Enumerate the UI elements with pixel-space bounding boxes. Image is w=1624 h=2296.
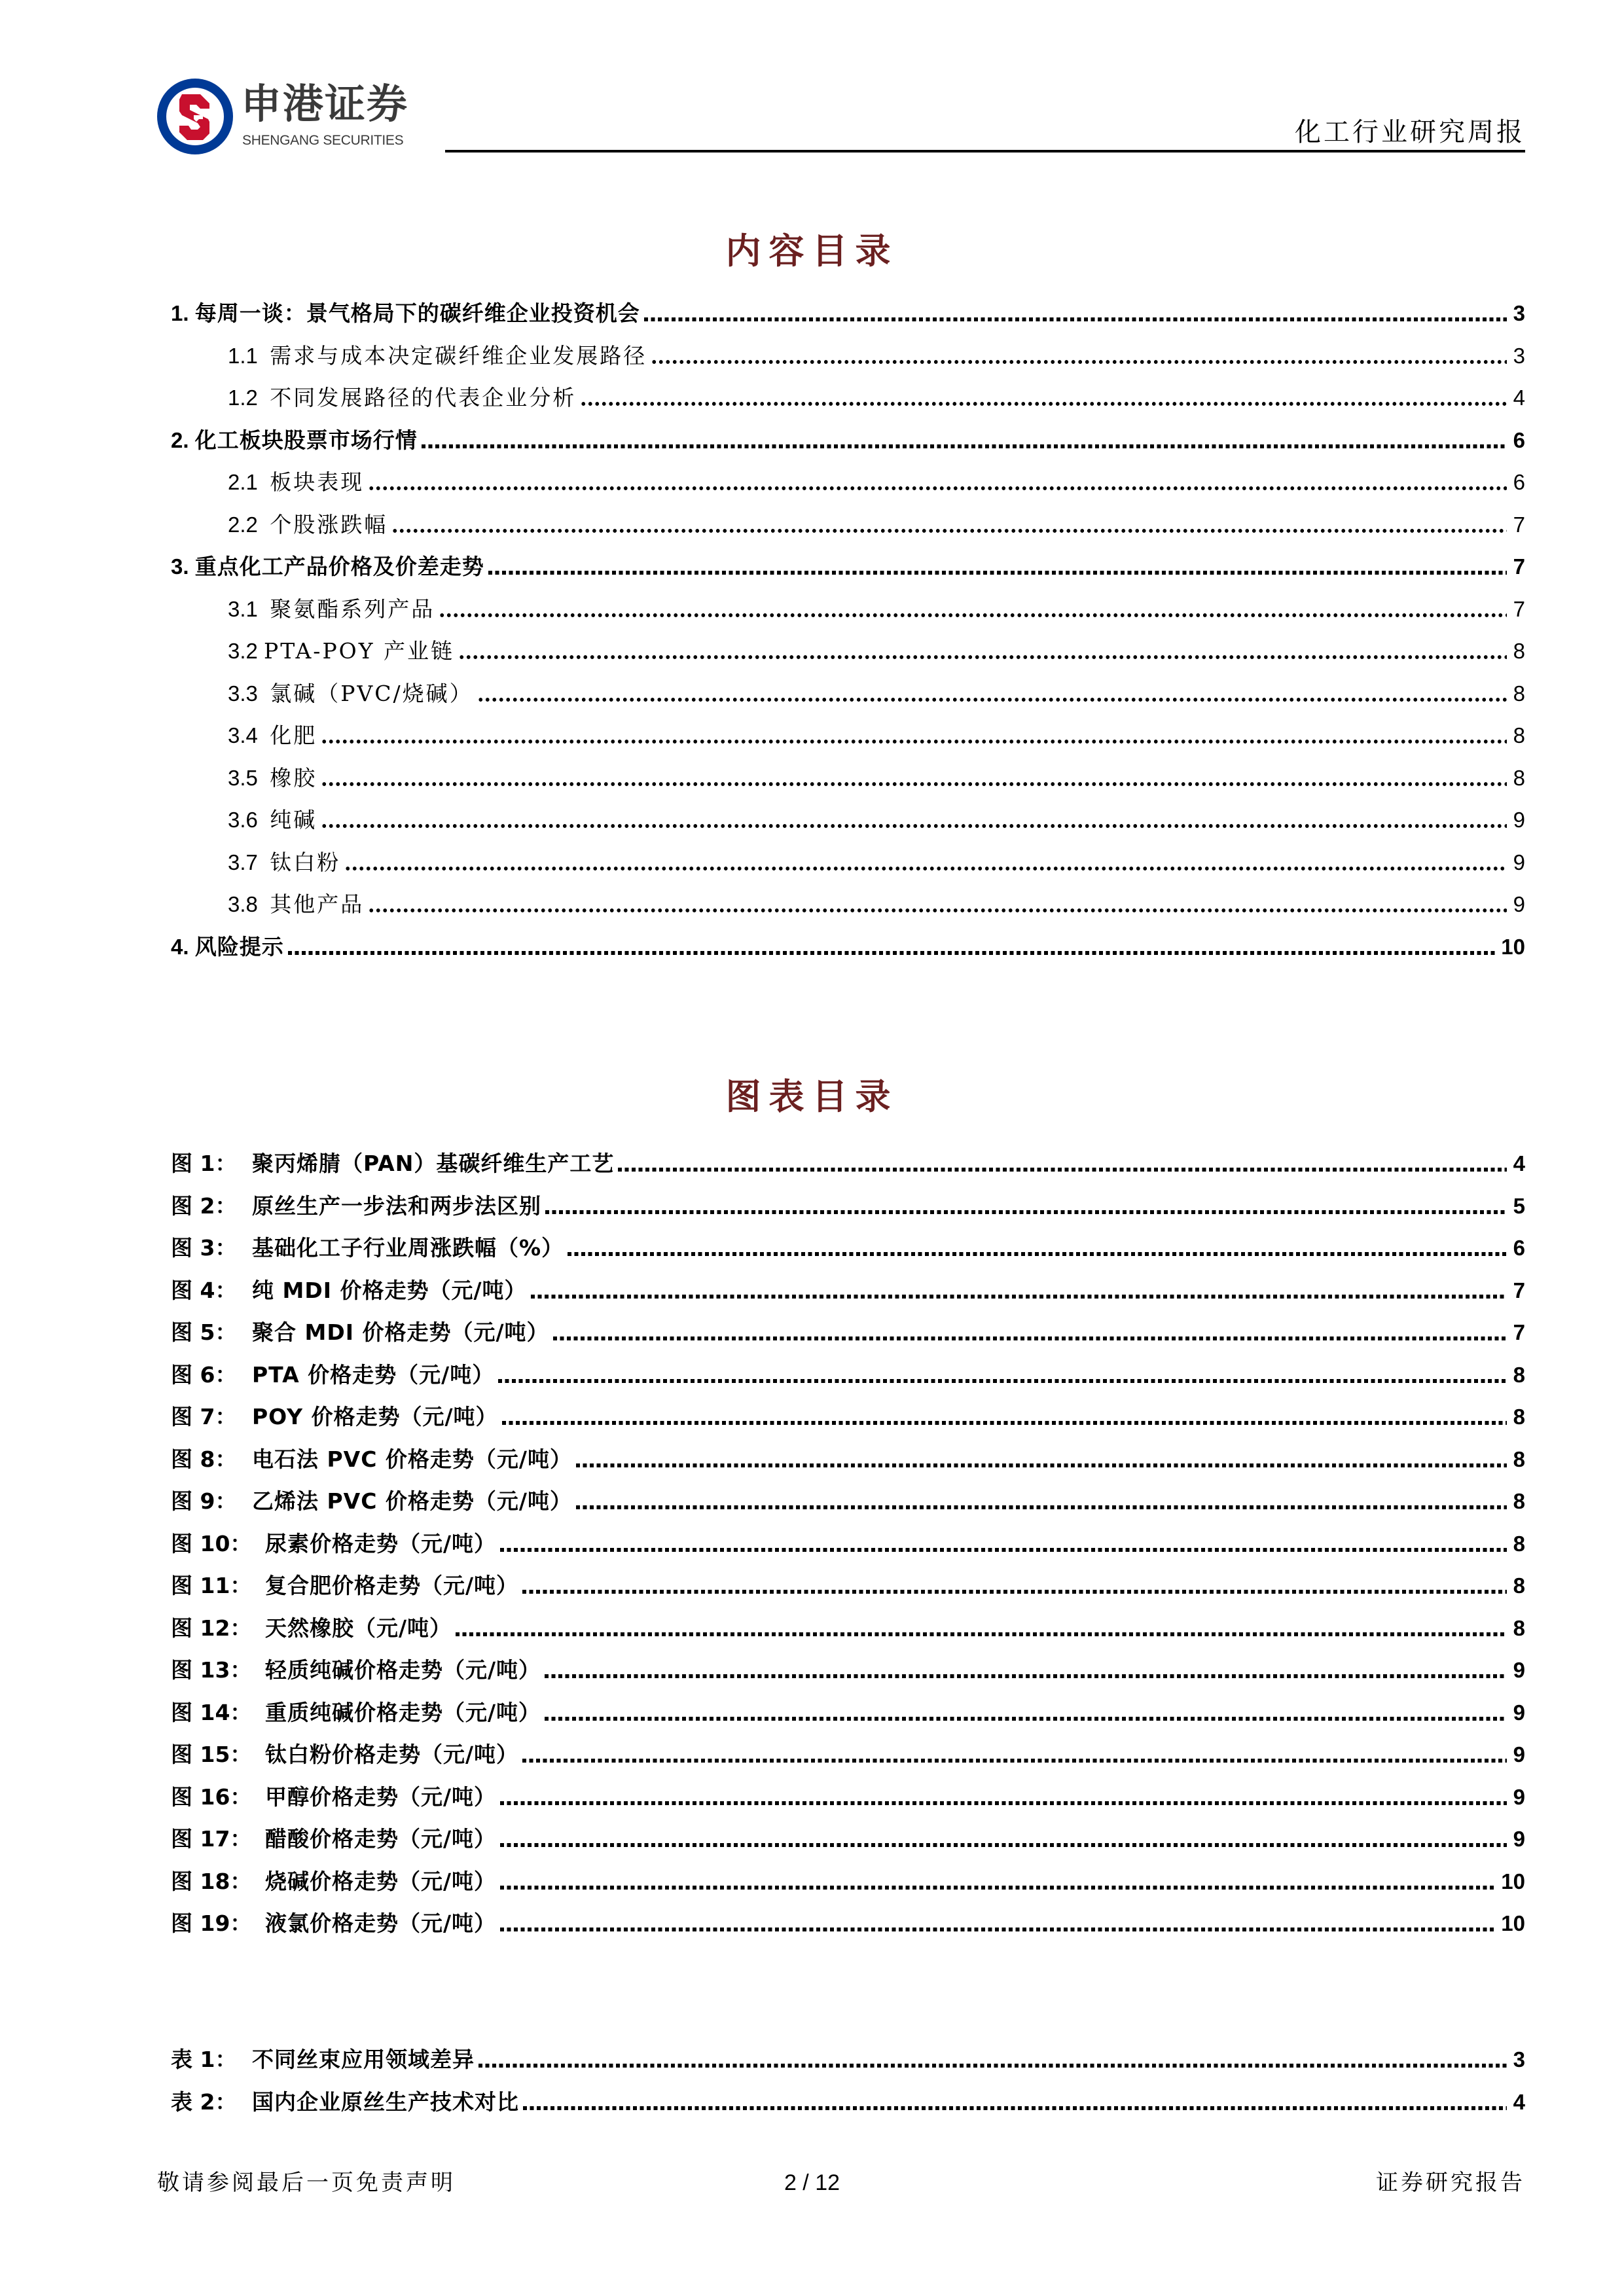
dot-leader	[500, 1801, 1507, 1805]
toc-entry-number: 2.	[171, 427, 195, 452]
toc-title: 内容目录	[725, 230, 899, 272]
table-entry[interactable]	[171, 2045, 1525, 2074]
toc-entry-number: 1.2	[228, 386, 270, 410]
table-entry-title: 不同丝束应用领域差异	[252, 2047, 475, 2072]
toc-entry-title: 需求与成本决定碳纤维企业发展路径	[270, 342, 647, 368]
figure-entry[interactable]	[171, 1234, 1525, 1263]
dot-leader	[500, 1843, 1507, 1847]
table-entry-label: 表 1：	[171, 2047, 237, 2072]
dot-leader	[576, 1505, 1507, 1509]
dot-leader	[576, 1463, 1507, 1467]
dot-leader	[456, 1632, 1507, 1636]
toc-entry[interactable]	[228, 342, 1525, 370]
toc-entry[interactable]	[228, 806, 1525, 834]
figure-entry[interactable]	[171, 1656, 1525, 1685]
dot-leader	[644, 317, 1507, 321]
dot-leader	[500, 1548, 1507, 1552]
dot-leader	[522, 1590, 1507, 1594]
figure-entry[interactable]	[171, 1149, 1525, 1178]
dot-leader	[321, 740, 1507, 744]
toc-entry-title: 氯碱（PVC/烧碱）	[270, 680, 473, 706]
toc-entry[interactable]	[228, 637, 1525, 666]
dot-leader	[368, 486, 1507, 490]
dot-leader	[522, 1759, 1507, 1763]
toc-entry-page: 7	[1513, 554, 1525, 579]
figure-entry-page: 8	[1513, 1531, 1525, 1556]
figure-entry[interactable]	[171, 1909, 1525, 1938]
dot-leader	[580, 402, 1507, 406]
dot-leader	[478, 2064, 1507, 2068]
toc-entry-number: 3.1	[228, 596, 270, 621]
figure-entry[interactable]	[171, 1487, 1525, 1516]
toc-entry-title: 钛白粉	[270, 849, 341, 875]
figure-entry[interactable]	[171, 1318, 1525, 1347]
toc-entry[interactable]	[171, 552, 1525, 581]
toc-entry-page: 9	[1513, 850, 1525, 874]
figure-entry-label: 图 8：	[171, 1446, 237, 1472]
figure-entry-title: 尿素价格走势（元/吨）	[265, 1530, 497, 1556]
toc-entry[interactable]	[228, 679, 1525, 708]
figure-entry-title: PTA 价格走势（元/吨）	[252, 1361, 495, 1388]
toc-entry[interactable]	[228, 384, 1525, 412]
dot-leader	[391, 529, 1507, 533]
toc-entry-number: 1.1	[228, 343, 270, 368]
figure-entry-label: 图 13：	[171, 1657, 252, 1683]
figure-entry[interactable]	[171, 1192, 1525, 1221]
toc-entry-number: 3.6	[228, 808, 270, 832]
toc-entry-page: 9	[1513, 808, 1525, 832]
toc-entry-number: 2.2	[228, 512, 270, 537]
figure-entry-label: 图 7：	[171, 1404, 237, 1429]
toc-entry-page: 8	[1513, 681, 1525, 706]
figure-entry[interactable]	[171, 1530, 1525, 1558]
figure-entry-title: 乙烯法 PVC 价格走势（元/吨）	[252, 1488, 572, 1514]
toc-entry-number: 3.8	[228, 892, 270, 916]
figure-entry-page: 6	[1513, 1236, 1525, 1260]
figure-entry-label: 图 10：	[171, 1530, 252, 1556]
dot-leader	[321, 824, 1507, 828]
dot-leader	[553, 1336, 1507, 1340]
figure-entry-page: 9	[1513, 1742, 1525, 1767]
figure-entry-page: 9	[1513, 1658, 1525, 1682]
brand-name-en: SHENGANG SECURITIES	[242, 133, 404, 148]
figure-entry-page: 10	[1501, 1869, 1525, 1893]
toc-entry-title: 风险提示	[194, 933, 284, 960]
dot-leader	[288, 951, 1496, 955]
footer-disclaimer: 敬请参阅最后一页免责声明	[157, 2170, 456, 2196]
toc-entry-title: 板块表现	[270, 469, 365, 495]
toc-entry-page: 4	[1513, 386, 1525, 410]
toc-entry-title: 每周一谈：景气格局下的碳纤维企业投资机会	[194, 300, 640, 326]
table-entry-label: 表 2：	[171, 2089, 237, 2115]
dot-leader	[651, 360, 1507, 364]
figure-entry[interactable]	[171, 1698, 1525, 1727]
dot-leader	[344, 867, 1507, 870]
figure-entry-title: 聚丙烯腈（PAN）基碳纤维生产工艺	[252, 1151, 615, 1176]
figure-entry-page: 7	[1513, 1320, 1525, 1344]
toc-entry[interactable]	[228, 848, 1525, 877]
toc-entry-number: 3.5	[228, 765, 270, 790]
figure-entry-label: 图 3：	[171, 1235, 237, 1261]
brand-name-cn: 申港证券	[241, 80, 409, 128]
dot-leader	[500, 1886, 1496, 1890]
dot-leader	[568, 1252, 1507, 1256]
dot-leader	[523, 2106, 1507, 2110]
toc-entry[interactable]	[228, 764, 1525, 793]
toc-entry-title: 个股涨跌幅	[270, 511, 388, 537]
toc-entry[interactable]	[228, 890, 1525, 919]
figure-entry[interactable]	[171, 1361, 1525, 1390]
figure-entry-title: 液氯价格走势（元/吨）	[265, 1910, 497, 1936]
figure-entry-page: 8	[1513, 1362, 1525, 1387]
figure-entry[interactable]	[171, 1276, 1525, 1305]
toc-entry[interactable]	[228, 468, 1525, 497]
dot-leader	[488, 571, 1507, 575]
figure-entry-page: 8	[1513, 1405, 1525, 1429]
toc-entry-title: 化工板块股票市场行情	[194, 427, 418, 453]
figure-entry-label: 图 18：	[171, 1868, 252, 1894]
figure-entry-label: 图 14：	[171, 1699, 252, 1725]
figure-entry-title: 聚合 MDI 价格走势（元/吨）	[252, 1319, 549, 1345]
figure-entry[interactable]	[171, 1825, 1525, 1854]
table-entry-page: 4	[1513, 2089, 1525, 2114]
toc-entry-page: 8	[1513, 639, 1525, 663]
toc-entry[interactable]	[171, 426, 1525, 455]
dot-leader	[545, 1717, 1507, 1721]
figure-entry[interactable]	[171, 1445, 1525, 1474]
toc-entry[interactable]	[228, 721, 1525, 750]
dot-leader	[422, 444, 1507, 448]
table-entry[interactable]	[171, 2088, 1525, 2117]
figure-entry[interactable]	[171, 1403, 1525, 1431]
dot-leader	[477, 698, 1507, 702]
figure-entry-title: 纯 MDI 价格走势（元/吨）	[252, 1277, 527, 1303]
toc-entry[interactable]	[228, 511, 1525, 539]
toc-entry-title: PTA-POY 产业链	[264, 638, 454, 664]
toc-entry-number: 2.1	[228, 470, 270, 494]
logo-s-mark-icon	[177, 92, 213, 141]
figure-entry-label: 图 1：	[171, 1151, 237, 1176]
toc-entry-number: 4.	[171, 934, 195, 959]
figure-entry-page: 5	[1513, 1193, 1525, 1218]
figure-entry-label: 图 5：	[171, 1319, 237, 1345]
figure-entry-label: 图 9：	[171, 1488, 237, 1514]
figure-entry-title: 轻质纯碱价格走势（元/吨）	[265, 1657, 541, 1683]
toc-entry-title: 化肥	[270, 723, 317, 748]
report-type: 化工行业研究周报	[1295, 117, 1525, 147]
figure-entry[interactable]	[171, 1867, 1525, 1896]
figure-list-title: 图表目录	[725, 1075, 899, 1117]
dot-leader	[321, 782, 1507, 786]
figure-entry-page: 8	[1513, 1615, 1525, 1640]
toc-entry-number: 3.	[171, 554, 195, 579]
figure-entry-page: 8	[1513, 1573, 1525, 1598]
figure-entry-label: 图 12：	[171, 1615, 252, 1641]
toc-entry-title: 纯碱	[270, 807, 317, 833]
dot-leader	[531, 1295, 1507, 1299]
header-divider	[445, 150, 1525, 152]
figure-entry-page: 9	[1513, 1827, 1525, 1851]
figure-entry-page: 10	[1501, 1911, 1525, 1935]
figure-entry-label: 图 6：	[171, 1361, 237, 1388]
toc-entry[interactable]	[171, 933, 1525, 961]
toc-entry-title: 聚氨酯系列产品	[270, 596, 435, 622]
toc-entry-number: 3.4	[228, 723, 270, 747]
figure-entry-title: 醋酸价格走势（元/吨）	[265, 1826, 497, 1852]
figure-entry-title: 甲醇价格走势（元/吨）	[265, 1784, 497, 1810]
figure-entry-page: 8	[1513, 1489, 1525, 1513]
figure-entry-label: 图 15：	[171, 1742, 252, 1767]
toc-entry-page: 3	[1513, 343, 1525, 368]
figure-entry-page: 7	[1513, 1278, 1525, 1302]
figure-entry-title: 烧碱价格走势（元/吨）	[265, 1868, 497, 1894]
figure-entry-label: 图 4：	[171, 1277, 237, 1303]
figure-entry-page: 9	[1513, 1700, 1525, 1725]
dot-leader	[500, 1928, 1496, 1931]
toc-entry-page: 7	[1513, 512, 1525, 537]
dot-leader	[368, 908, 1507, 912]
figure-entry-title: 钛白粉价格走势（元/吨）	[265, 1742, 519, 1767]
figure-entry-title: 电石法 PVC 价格走势（元/吨）	[252, 1446, 572, 1472]
figure-entry-title: 天然橡胶（元/吨）	[265, 1615, 452, 1641]
toc-entry[interactable]	[171, 299, 1525, 328]
toc-entry-title: 橡胶	[270, 764, 317, 791]
figure-entry-title: 复合肥价格走势（元/吨）	[265, 1573, 519, 1598]
figure-entry-label: 图 11：	[171, 1573, 252, 1598]
toc-entry-number: 3.2	[228, 639, 264, 663]
toc-entry-number: 3.3	[228, 681, 270, 706]
toc-entry-page: 10	[1501, 934, 1525, 959]
figure-entry-label: 图 16：	[171, 1784, 252, 1810]
table-entry-title: 国内企业原丝生产技术对比	[252, 2089, 519, 2115]
figure-entry[interactable]	[171, 1740, 1525, 1769]
figure-entry[interactable]	[171, 1783, 1525, 1812]
dot-leader	[618, 1168, 1507, 1172]
figure-entry-label: 图 19：	[171, 1910, 252, 1936]
toc-entry-title: 不同发展路径的代表企业分析	[270, 385, 577, 410]
figure-entry-title: 重质纯碱价格走势（元/吨）	[265, 1699, 541, 1725]
toc-entry-page: 3	[1513, 301, 1525, 325]
dot-leader	[498, 1379, 1507, 1383]
dot-leader	[458, 655, 1507, 659]
toc-entry-page: 6	[1513, 427, 1525, 452]
toc-entry-page: 8	[1513, 723, 1525, 747]
figure-entry-page: 8	[1513, 1446, 1525, 1471]
figure-entry[interactable]	[171, 1614, 1525, 1643]
figure-entry-title: 原丝生产一步法和两步法区别	[252, 1193, 541, 1219]
toc-entry-title: 其他产品	[270, 891, 365, 917]
toc-entry[interactable]	[228, 595, 1525, 624]
toc-entry-number: 1.	[171, 301, 195, 325]
footer-doc-type: 证券研究报告	[1376, 2170, 1525, 2196]
figure-entry-title: 基础化工子行业周涨跌幅（%）	[252, 1235, 564, 1261]
figure-entry-label: 图 17：	[171, 1826, 252, 1852]
table-entry-page: 3	[1513, 2047, 1525, 2072]
toc-entry-number: 3.7	[228, 850, 270, 874]
figure-entry-page: 4	[1513, 1151, 1525, 1175]
toc-entry-page: 6	[1513, 470, 1525, 494]
dot-leader	[439, 613, 1507, 617]
toc-entry-title: 重点化工产品价格及价差走势	[194, 554, 484, 579]
footer-page-indicator: 2 / 12	[784, 2170, 840, 2195]
toc-entry-page: 8	[1513, 765, 1525, 790]
toc-entry-page: 9	[1513, 892, 1525, 916]
toc-entry-page: 7	[1513, 596, 1525, 621]
figure-entry[interactable]	[171, 1571, 1525, 1600]
dot-leader	[545, 1674, 1507, 1678]
figure-entry-title: POY 价格走势（元/吨）	[252, 1404, 498, 1429]
figure-entry-page: 9	[1513, 1784, 1525, 1809]
dot-leader	[545, 1210, 1507, 1214]
dot-leader	[502, 1421, 1507, 1425]
figure-entry-label: 图 2：	[171, 1193, 237, 1219]
